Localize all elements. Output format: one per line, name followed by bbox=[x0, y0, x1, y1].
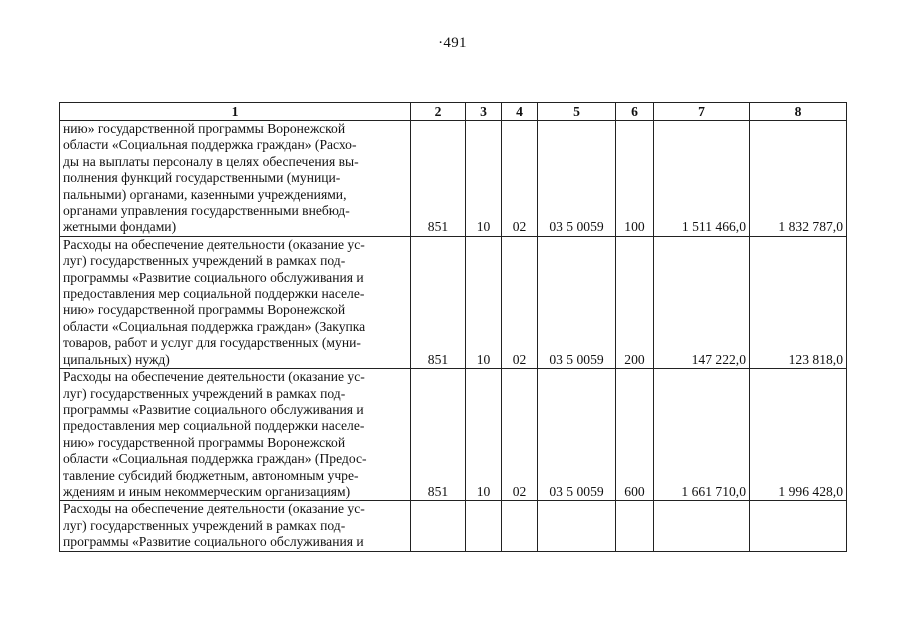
expense-type-code bbox=[616, 501, 654, 551]
description-line: нию» государственной программы Воронежской bbox=[63, 302, 346, 318]
description-line: луг) государственных учреждений в рамках под- bbox=[63, 385, 346, 401]
target-article-code: 03 5 0059 bbox=[538, 369, 616, 501]
col-header-4: 4 bbox=[502, 103, 538, 121]
table-row bbox=[60, 236, 847, 368]
description-line: органами управления государственными внебюд- bbox=[63, 203, 350, 219]
target-article-code: 03 5 0059 bbox=[538, 236, 616, 368]
subsection-code: 02 bbox=[502, 236, 538, 368]
col-header-1: 1 bbox=[60, 103, 411, 121]
col-header-7: 7 bbox=[654, 103, 750, 121]
amount-col8: 123 818,0 bbox=[750, 236, 847, 368]
expense-type-code: 200 bbox=[616, 236, 654, 368]
subsection-code: 02 bbox=[502, 369, 538, 501]
amount-col7: 1 511 466,0 bbox=[654, 121, 750, 237]
description-line: пальными) органами, казенными учреждениями, bbox=[63, 186, 347, 202]
section-code: 10 bbox=[466, 236, 502, 368]
section-code: 10 bbox=[466, 121, 502, 237]
target-article-code bbox=[538, 501, 616, 551]
table-row bbox=[60, 501, 847, 551]
row-description bbox=[60, 501, 411, 551]
col-header-3: 3 bbox=[466, 103, 502, 121]
description-line: ципальных) нужд) bbox=[63, 351, 170, 367]
description-line: области «Социальная поддержка граждан» (Закупка bbox=[63, 318, 366, 334]
description-line: жетными фондами) bbox=[63, 219, 177, 235]
row-description bbox=[60, 121, 411, 237]
section-code bbox=[466, 501, 502, 551]
subsection-code bbox=[502, 501, 538, 551]
description-line: Расходы на обеспечение деятельности (оказание ус- bbox=[63, 501, 365, 517]
expense-type-code: 100 bbox=[616, 121, 654, 237]
description-line: нию» государственной программы Воронежской bbox=[63, 434, 346, 450]
amount-col7: 1 661 710,0 bbox=[654, 369, 750, 501]
description-line: программы «Развитие социального обслуживания и bbox=[63, 269, 364, 285]
description-line: области «Социальная поддержка граждан» (Расхо- bbox=[63, 137, 357, 153]
description-line: ждениям и иным некоммерческим организациям) bbox=[63, 483, 351, 499]
col-header-8: 8 bbox=[750, 103, 847, 121]
description-line: Расходы на обеспечение деятельности (оказание ус- bbox=[63, 369, 365, 385]
col-header-2: 2 bbox=[411, 103, 466, 121]
description-line: луг) государственных учреждений в рамках под- bbox=[63, 253, 346, 269]
col-header-6: 6 bbox=[616, 103, 654, 121]
amount-col7 bbox=[654, 501, 750, 551]
description-line: программы «Развитие социального обслуживания и bbox=[63, 401, 364, 417]
description-line: предоставления мер социальной поддержки населе- bbox=[63, 286, 365, 302]
amount-col8 bbox=[750, 501, 847, 551]
ministry-code: 851 bbox=[411, 236, 466, 368]
row-description bbox=[60, 369, 411, 501]
ministry-code: 851 bbox=[411, 369, 466, 501]
description-line: нию» государственной программы Воронежской bbox=[63, 121, 346, 136]
table-row bbox=[60, 121, 847, 237]
row-description bbox=[60, 236, 411, 368]
amount-col8: 1 832 787,0 bbox=[750, 121, 847, 237]
amount-col8: 1 996 428,0 bbox=[750, 369, 847, 501]
description-line: ды на выплаты персоналу в целях обеспечения вы- bbox=[63, 153, 359, 169]
col-header-5: 5 bbox=[538, 103, 616, 121]
description-line: товаров, работ и услуг для государственных (муни- bbox=[63, 335, 361, 351]
budget-table bbox=[59, 102, 847, 552]
description-line: луг) государственных учреждений в рамках под- bbox=[63, 517, 346, 533]
ministry-code: 851 bbox=[411, 121, 466, 237]
page-number: ·491 bbox=[438, 35, 467, 51]
description-line: области «Социальная поддержка граждан» (Предос- bbox=[63, 451, 367, 467]
description-line: Расходы на обеспечение деятельности (оказание ус- bbox=[63, 236, 365, 252]
header-row bbox=[60, 103, 847, 121]
description-line: тавление субсидий бюджетным, автономным учре- bbox=[63, 467, 359, 483]
description-line: предоставления мер социальной поддержки населе- bbox=[63, 418, 365, 434]
subsection-code: 02 bbox=[502, 121, 538, 237]
section-code: 10 bbox=[466, 369, 502, 501]
table-row bbox=[60, 369, 847, 501]
amount-col7: 147 222,0 bbox=[654, 236, 750, 368]
ministry-code bbox=[411, 501, 466, 551]
description-line: программы «Развитие социального обслуживания и bbox=[63, 534, 364, 550]
description-line: полнения функций государственными (муници- bbox=[63, 170, 341, 186]
target-article-code: 03 5 0059 bbox=[538, 121, 616, 237]
expense-type-code: 600 bbox=[616, 369, 654, 501]
